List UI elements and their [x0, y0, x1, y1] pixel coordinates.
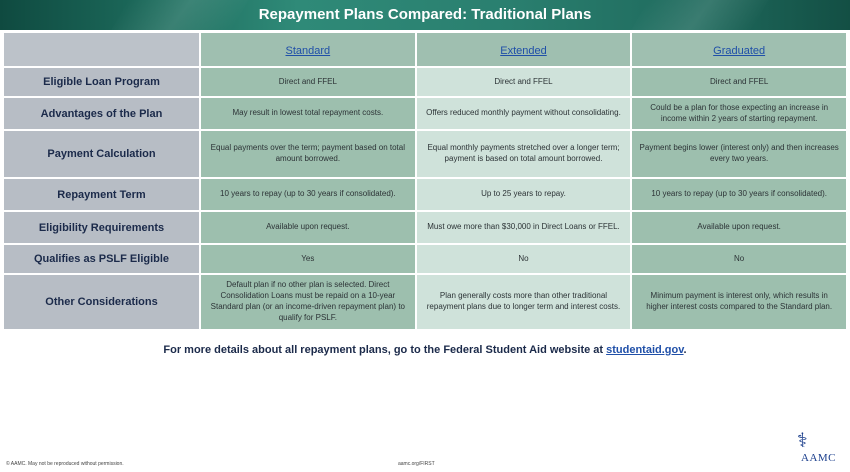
cell-graduated: Available upon request. [632, 212, 846, 243]
header-extended [417, 33, 631, 66]
header-graduated [632, 33, 846, 66]
cell-extended: Must owe more than $30,000 in Direct Loans or FFEL. [417, 212, 631, 243]
plan-link-standard[interactable]: Standard [285, 44, 331, 57]
title-banner [0, 0, 850, 30]
cell-graduated: Direct and FFEL [632, 68, 846, 96]
plan-link-extended[interactable]: Extended [500, 44, 547, 57]
page-title: Repayment Plans Compared: Traditional Plans [258, 6, 592, 23]
copyright-notice: © AAMC. May not be reproduced without permission. [6, 461, 124, 467]
table-row [4, 98, 846, 129]
cell-standard: Equal payments over the term; payment based on total amount borrowed. [201, 131, 415, 177]
row-label: Eligible Loan Program [4, 68, 199, 96]
logo-text: AAMC [801, 452, 837, 464]
cell-graduated: Minimum payment is interest only, which results in higher interest costs compared to the Standard plan. [632, 275, 846, 329]
row-label: Repayment Term [4, 179, 199, 210]
cell-graduated: 10 years to repay (up to 30 years if consolidated). [632, 179, 846, 210]
header-standard [201, 33, 415, 66]
cell-standard: 10 years to repay (up to 30 years if consolidated). [201, 179, 415, 210]
cell-standard: Direct and FFEL [201, 68, 415, 96]
header-corner [4, 33, 199, 66]
row-label: Qualifies as PSLF Eligible [4, 245, 199, 273]
cell-extended: Plan generally costs more than other traditional repayment plans due to longer term and interest costs. [417, 275, 631, 329]
more-details-note [0, 344, 850, 356]
cell-extended: Up to 25 years to repay. [417, 179, 631, 210]
cell-extended: No [417, 245, 631, 273]
cell-standard: Default plan if no other plan is selected. Direct Consolidation Loans must be repaid on a 10-year Standard plan (or an income-driven repayment plan) to qualify for PSLF. [201, 275, 415, 329]
table-row [4, 275, 846, 329]
cell-extended: Equal monthly payments stretched over a longer term; payment is based on total amount borrowed. [417, 131, 631, 177]
cell-standard: May result in lowest total repayment costs. [201, 98, 415, 129]
table-row [4, 68, 846, 96]
row-label: Other Considerations [4, 275, 199, 329]
row-label: Eligibility Requirements [4, 212, 199, 243]
row-label: Advantages of the Plan [4, 98, 199, 129]
cell-standard: Yes [201, 245, 415, 273]
more-details-text: For more details about all repayment plans, go to the Federal Student Aid website at [163, 344, 607, 356]
table-row [4, 179, 846, 210]
cell-graduated: No [632, 245, 846, 273]
aamc-logo [795, 430, 847, 466]
table-row [4, 212, 846, 243]
table-header-row [4, 33, 846, 66]
studentaid-link[interactable]: studentaid.gov [606, 344, 684, 356]
more-details-end: . [683, 344, 687, 356]
cell-extended: Offers reduced monthly payment without consolidating. [417, 98, 631, 129]
row-label: Payment Calculation [4, 131, 199, 177]
footer-url: aamc.org/FIRST [398, 461, 435, 467]
table-row [4, 245, 846, 273]
plan-link-graduated[interactable]: Graduated [713, 44, 766, 57]
cell-graduated: Payment begins lower (interest only) and then increases every two years. [632, 131, 846, 177]
cell-extended: Direct and FFEL [417, 68, 631, 96]
table-row [4, 131, 846, 177]
caduceus-icon: ⚕ [797, 430, 808, 452]
comparison-table [2, 31, 848, 331]
cell-standard: Available upon request. [201, 212, 415, 243]
cell-graduated: Could be a plan for those expecting an increase in income within 2 years of starting repayment. [632, 98, 846, 129]
